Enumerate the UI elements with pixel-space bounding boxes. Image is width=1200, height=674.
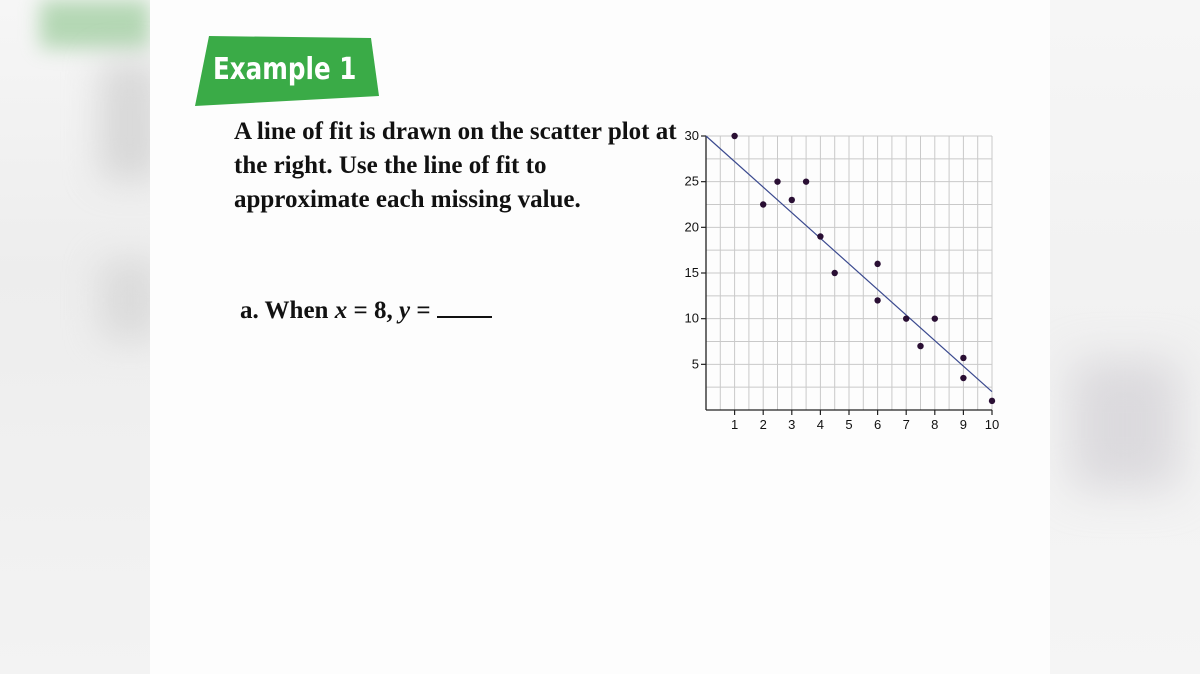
data-point <box>832 270 838 276</box>
intro-text: A line of fit is drawn on the scatter plot at the right. Use the line of fit to approximate each missing value. <box>234 118 677 213</box>
x-tick-label: 6 <box>873 417 882 432</box>
x-tick-label: 10 <box>984 417 1000 432</box>
x-tick-label: 8 <box>931 417 939 432</box>
left-background-blur-green <box>40 0 150 48</box>
data-point <box>789 197 795 203</box>
data-point <box>817 233 823 239</box>
scatter-plot <box>670 120 1015 450</box>
example-banner <box>195 36 380 108</box>
right-background-panel <box>1050 0 1200 674</box>
y-tick-label: 10 <box>684 310 699 326</box>
data-point <box>760 201 766 207</box>
left-background-panel <box>0 0 150 674</box>
y-tick-label: 20 <box>684 219 699 235</box>
y-tick-label: 30 <box>684 128 699 143</box>
y-tick-label: 25 <box>684 173 699 189</box>
data-point <box>803 178 809 184</box>
x-tick-label: 9 <box>959 417 968 432</box>
data-point <box>989 398 995 404</box>
x-tick-label: 1 <box>730 417 739 432</box>
data-point <box>960 375 966 381</box>
data-point <box>917 343 923 349</box>
data-point <box>932 315 938 321</box>
data-point <box>903 315 909 321</box>
question-x-value: = 8, <box>347 297 399 324</box>
x-tick-label: 7 <box>902 417 910 432</box>
question-a <box>240 296 492 325</box>
x-tick-label: 2 <box>759 417 767 432</box>
data-point <box>874 261 880 267</box>
question-equals: = <box>410 297 431 324</box>
example-title: Example 1 <box>213 52 357 87</box>
x-tick-label: 3 <box>788 417 796 432</box>
data-point <box>874 297 880 303</box>
x-tick-label: 5 <box>845 417 853 432</box>
y-tick-label: 15 <box>684 265 699 280</box>
right-background-blur <box>1070 360 1180 490</box>
data-point <box>731 133 737 139</box>
data-point <box>774 178 780 184</box>
y-tick-label: 5 <box>691 356 699 372</box>
question-prefix: a. When <box>240 297 335 324</box>
question-x-variable: x <box>334 297 348 324</box>
answer-blank[interactable] <box>437 296 492 318</box>
data-point <box>960 355 966 361</box>
x-tick-label: 4 <box>816 417 825 432</box>
question-y-variable: y <box>398 297 411 324</box>
